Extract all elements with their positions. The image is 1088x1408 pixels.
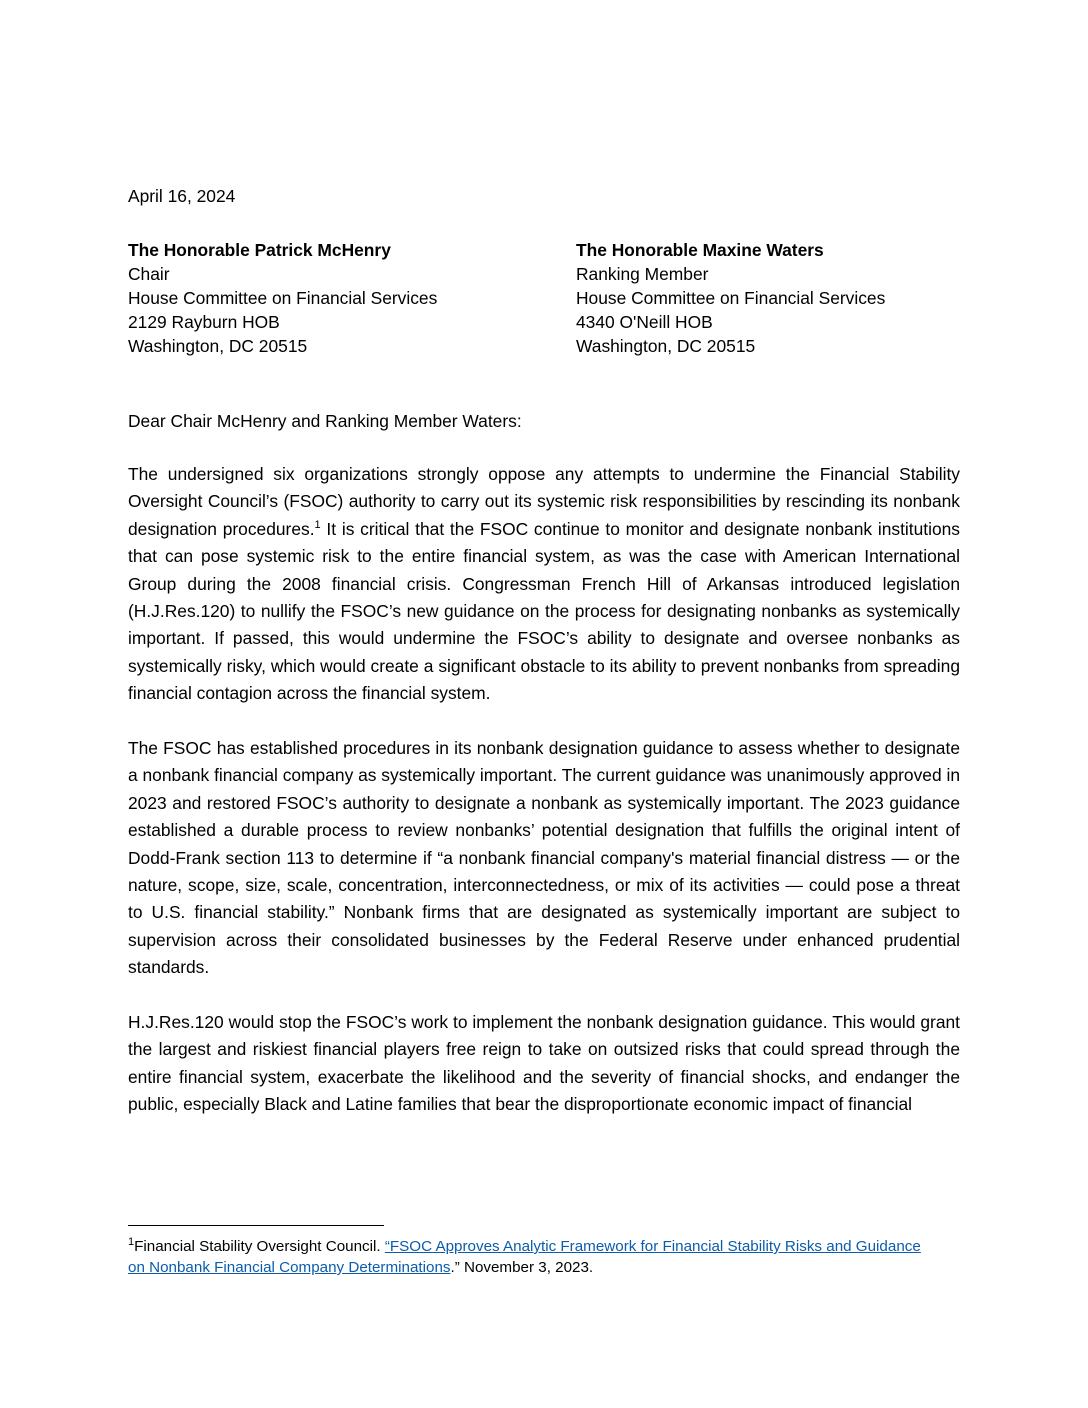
paragraph-text: The undersigned six organizations strongly oppose any attempts to undermine the Financial Stability Oversight Council’s (FSOC) authority to carry out its systemic risk responsibilities by rescinding its nonbank designation procedures. (128, 464, 960, 539)
recipient-city: Washington, DC 20515 (576, 336, 756, 356)
recipient-block-ranking-member (576, 238, 885, 358)
paragraph-text: It is critical that the FSOC continue to monitor and designate nonbank institutions that can pose systemic risk to the entire financial system, as was the case with American International Group during the 2008 financial crisis. Congressman French Hill of Arkansas introduced legislation (H.J.Res.120) to nullify the FSOC’s new guidance on the process for designating nonbanks as systemically important. If passed, this would undermine the FSOC’s ability to designate and oversee nonbanks as systemically risky, which would create a significant obstacle to its ability to prevent nonbanks from spreading financial contagion across the financial system. (128, 518, 960, 704)
recipient-name: The Honorable Maxine Waters (576, 240, 824, 260)
recipient-block-chair (128, 238, 437, 358)
footnote-link[interactable]: “FSOC Approves Analytic Framework for Financial Stability Risks and Guidance on Nonbank Financial Company Determinations (128, 1238, 921, 1276)
body-paragraph-3: H.J.Res.120 would stop the FSOC’s work to implement the nonbank designation guidance. This would grant the largest and riskiest financial players free reign to take on outsized risks that could spread through the entire financial system, exacerbate the likelihood and the severity of financial shocks, and endanger the public, especially Black and Latine families that bear the disproportionate economic impact of financial (128, 1012, 960, 1115)
recipient-city: Washington, DC 20515 (128, 336, 308, 356)
recipient-committee: House Committee on Financial Services (576, 288, 886, 308)
recipient-name: The Honorable Patrick McHenry (128, 240, 391, 260)
recipient-office: 4340 O'Neill HOB (576, 312, 713, 332)
recipient-committee: House Committee on Financial Services (128, 288, 438, 308)
footnote (128, 1236, 928, 1278)
body-paragraph-1 (128, 461, 960, 708)
recipient-title: Chair (128, 264, 170, 284)
body-paragraph-2: The FSOC has established procedures in its nonbank designation guidance to assess whether to designate a nonbank financial company as systemically important. The current guidance was unanimously approved in 2023 and restored FSOC’s authority to designate a nonbank as systemically important. The 2023 guidance established a durable process to review nonbanks’ potential designation that fulfills the original intent of Dodd-Frank section 113 to determine if “a nonbank financial company's material financial distress — or the nature, scope, size, scale, concentration, interconnectedness, or mix of its activities — could pose a threat to U.S. financial stability.” Nonbank firms that are designated as systemically important are subject to supervision across their consolidated businesses by the Federal Reserve under enhanced prudential standards. (128, 738, 960, 978)
recipient-office: 2129 Rayburn HOB (128, 312, 280, 332)
footnote-suffix: .” November 3, 2023. (450, 1259, 594, 1276)
footnote-number: 1 (128, 1235, 135, 1248)
footnote-reference[interactable]: 1 (314, 519, 321, 532)
footnote-source: Financial Stability Oversight Council. (134, 1238, 385, 1255)
footnote-divider (128, 1225, 384, 1226)
recipient-title: Ranking Member (576, 264, 709, 284)
letter-date: April 16, 2024 (128, 186, 236, 206)
salutation: Dear Chair McHenry and Ranking Member Waters: (128, 411, 522, 431)
